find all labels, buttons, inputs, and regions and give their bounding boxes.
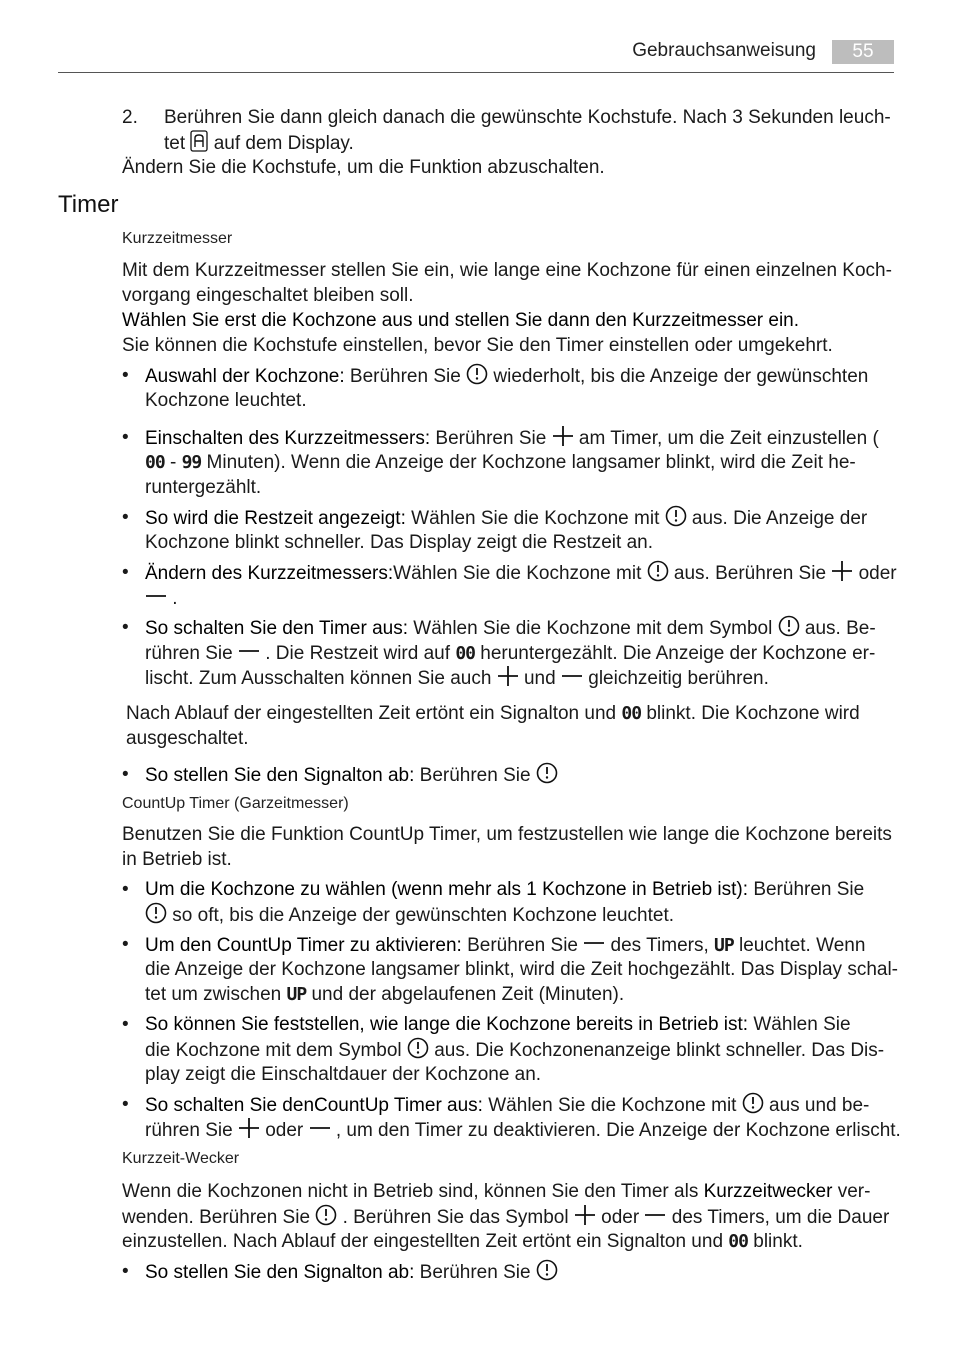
timer-icon [145,902,167,924]
section-heading-timer: Timer [58,191,119,218]
bullet-text: So stellen Sie den Signalton ab: Berühren Sie [145,762,558,788]
bullet-text: Ändern des Kurzzeitmessers:Wählen Sie die Kochzone mit aus. Berühren Sie oder [145,560,897,586]
bullet-text: Kochzone leuchtet. [145,390,307,411]
paragraph-line: Sie können die Kochstufe einstellen, bevor Sie den Timer einstellen oder umgekehrt. [122,335,833,356]
bullet-dot: • [122,879,129,900]
bullet-text: 00 - 99 Minuten). Wenn die Anzeige der Kochzone langsamer blinkt, wird die Zeit he- [145,452,856,473]
paragraph-line: in Betrieb ist. [122,849,232,870]
bullet-text: rühren Sie oder , um den Timer zu deaktivieren. Die Anzeige der Kochzone erlischt. [145,1117,901,1143]
display-digits: 00 [455,643,475,664]
auto-heat-icon [190,130,208,152]
subheading-wecker: Kurzzeit-Wecker [122,1150,240,1167]
minus-icon [145,585,167,607]
timer-icon [665,505,687,527]
bullet-text: die Kochzone mit dem Symbol aus. Die Kochzonenanzeige blinkt schneller. Das Dis- [145,1037,884,1063]
paragraph-line: einzustellen. Nach Ablauf der eingestellten Zeit ertönt ein Signalton und 00 blinkt. [122,1231,803,1252]
bullet-dot: • [122,934,129,955]
timer-icon [742,1092,764,1114]
bullet-text: Um die Kochzone zu wählen (wenn mehr als 1 Kochzone in Betrieb ist): Berühren Sie [145,879,865,900]
timer-icon [315,1204,337,1226]
header-title: Gebrauchsanweisung [632,40,816,61]
minus-icon [309,1117,331,1139]
bullet-dot: • [122,764,129,785]
timer-icon [466,363,488,385]
bullet-text: Um den CountUp Timer zu aktivieren: Berühren Sie des Timers, UP leuchtet. Wenn [145,932,865,958]
bullet-text: so oft, bis die Anzeige der gewünschten Kochzone leuchtet. [145,902,674,928]
display-digits: 00 [728,1231,748,1252]
display-digits: 00 [145,452,165,473]
plus-icon [574,1204,596,1226]
paragraph-line: Mit dem Kurzzeitmesser stellen Sie ein, wie lange eine Kochzone für einen einzelnen Koch- [122,260,892,281]
page-header [58,38,894,73]
bullet-text: So schalten Sie den Timer aus: Wählen Sie die Kochzone mit dem Symbol aus. Be- [145,615,876,641]
bullet-dot: • [122,1014,129,1035]
bullet-dot: • [122,1094,129,1115]
display-up: UP [714,935,734,956]
bullet-dot: • [122,365,129,386]
bullet-text: So stellen Sie den Signalton ab: Berühren Sie [145,1259,558,1285]
subheading-kurzzeitmesser: Kurzzeitmesser [122,230,233,247]
timer-icon [407,1037,429,1059]
bullet-dot: • [122,427,129,448]
bullet-text: So schalten Sie denCountUp Timer aus: Wählen Sie die Kochzone mit aus und be- [145,1092,869,1118]
timer-icon [778,615,800,637]
bullet-text: die Anzeige der Kochzone langsamer blinkt, wird die Zeit hochgezählt. Das Display schal- [145,959,899,980]
display-up: UP [286,984,307,1005]
timer-icon [536,762,558,784]
bullet-text: tet um zwischen UP und der abgelaufenen Zeit (Minuten). [145,984,625,1005]
bullet-text: Kochzone blinkt schneller. Das Display zeigt die Restzeit an. [145,532,653,553]
paragraph-line: vorgang eingeschaltet bleiben soll. [122,285,414,306]
bullet-text: So können Sie feststellen, wie lange die Kochzone bereits in Betrieb ist: Wählen Sie [145,1014,851,1035]
change-line: Ändern Sie die Kochstufe, um die Funktion abzuschalten. [122,157,605,178]
plus-icon [831,560,853,582]
display-digits: 00 [621,703,642,724]
bullet-text: rühren Sie . Die Restzeit wird auf 00 heruntergezählt. Die Anzeige der Kochzone er- [145,640,875,666]
bullet-dot: • [122,507,129,528]
plus-icon [552,425,574,447]
paragraph-line: ausgeschaltet. [126,728,249,749]
timer-icon [536,1259,558,1281]
plus-icon [238,1117,260,1139]
minus-icon [644,1204,666,1226]
subheading-countup: CountUp Timer (Garzeitmesser) [122,795,349,812]
display-digits: 99 [181,452,202,473]
paragraph-line-emphasis: Wählen Sie erst die Kochzone aus und stellen Sie dann den Kurzzeitmesser ein. [122,310,800,331]
bullet-text: So wird die Restzeit angezeigt: Wählen Sie die Kochzone mit aus. Die Anzeige der [145,505,867,531]
minus-icon [238,640,260,662]
paragraph-line: wenden. Berühren Sie . Berühren Sie das Symbol oder des Timers, um die Dauer [122,1204,889,1230]
paragraph-line: Benutzen Sie die Funktion CountUp Timer, um festzustellen wie lange die Kochzone bereits [122,824,892,845]
bullet-dot: • [122,617,129,638]
page-number: 55 [832,40,894,64]
timer-icon [647,560,669,582]
bullet-text: Auswahl der Kochzone: Berühren Sie wiederholt, bis die Anzeige der gewünschten [145,363,868,389]
paragraph-line: Wenn die Kochzonen nicht in Betrieb sind, können Sie den Timer als Kurzzeitwecker ver- [122,1181,871,1202]
bullet-text: runtergezählt. [145,477,262,498]
minus-icon [583,932,605,954]
paragraph-line: Nach Ablauf der eingestellten Zeit ertönt ein Signalton und 00 blinkt. Die Kochzone wird [126,703,860,724]
bullet-dot: • [122,1261,129,1282]
bullet-text: . [145,585,178,611]
bullet-text: Einschalten des Kurzzeitmessers: Berühren Sie am Timer, um die Zeit einzustellen ( [145,425,879,451]
plus-icon [497,665,519,687]
step-number: 2. [122,107,138,128]
step-line-1: Berühren Sie dann gleich danach die gewünschte Kochstufe. Nach 3 Sekunden leuch- [164,107,891,128]
bullet-dot: • [122,562,129,583]
bullet-text: lischt. Zum Ausschalten können Sie auch und gleichzeitig berühren. [145,665,769,691]
minus-icon [561,665,583,687]
bullet-text: play zeigt die Einschaltdauer der Kochzone an. [145,1064,542,1085]
step-line-2: tet auf dem Display. [164,130,354,156]
